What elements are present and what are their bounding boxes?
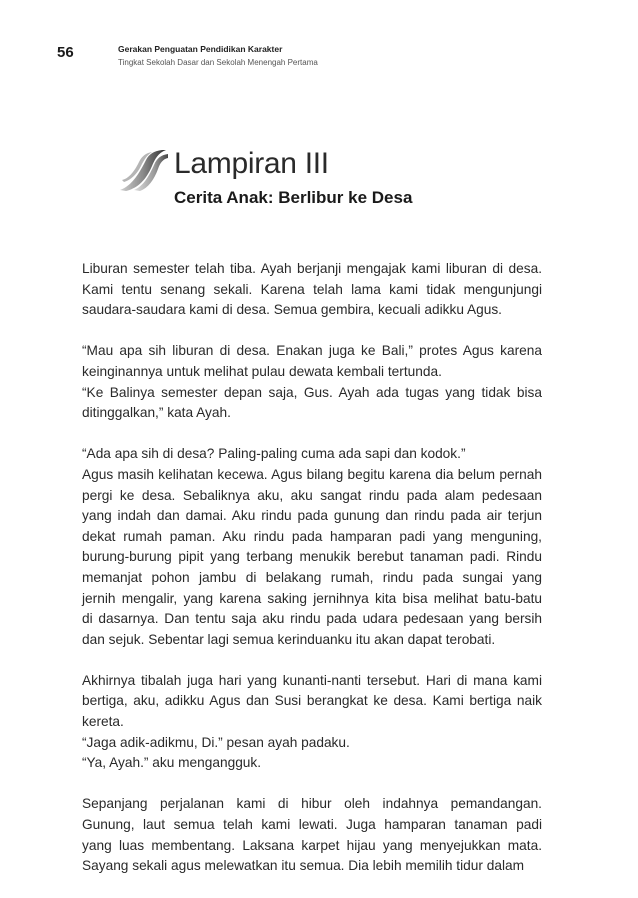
page-number: 56 — [57, 44, 74, 61]
section-title: Lampiran III — [174, 147, 329, 180]
text-line: kereta. — [82, 714, 124, 730]
running-header-subtitle: Tingkat Sekolah Dasar dan Sekolah Menengah Pertama — [118, 57, 318, 67]
running-header — [118, 45, 318, 67]
text-line: yang luas membentang. Laksana karpet hijau yang menyejukkan mata. — [82, 837, 542, 853]
section-subtitle: Cerita Anak: Berlibur ke Desa — [174, 188, 413, 207]
text-line: yang indah dan damai. Aku rindu pada gunung dan rindu pada air terjun — [82, 508, 542, 524]
paragraph — [82, 794, 542, 876]
text-line: dekat rumah paman. Aku rindu pada hamparan padi yang menguning, — [82, 528, 542, 544]
text-line: memanjat pohon jambu di belakang rumah, rindu pada sungai yang — [82, 569, 542, 585]
text-line: Agus masih kelihatan kecewa. Agus bilang begitu karena dia belum pernah — [82, 466, 542, 482]
text-line: Akhirnya tibalah juga hari yang kunanti-nanti tersebut. Hari di mana kami — [82, 672, 542, 688]
section-heading — [118, 147, 578, 240]
text-line: “Ya, Ayah.” aku mengangguk. — [82, 755, 262, 771]
text-line: “Mau apa sih liburan di desa. Enakan juga ke Bali,” protes Agus karena — [82, 343, 542, 359]
text-line: Sepanjang perjalanan kami di hibur oleh indahnya pemandangan. — [82, 796, 542, 812]
text-line: pergi ke desa. Sebaliknya aku, aku sangat rindu pada alam pedesaan — [82, 487, 542, 503]
swoosh-icon — [118, 150, 168, 192]
text-line: “Jaga adik-adikmu, Di.” pesan ayah padaku. — [82, 734, 350, 750]
text-line: bertiga, aku, adikku Agus dan Susi berangkat ke desa. Kami bertiga naik — [82, 693, 542, 709]
text-line: jernih mengalir, yang karena saking jernihnya kita bisa melihat batu-batu — [82, 590, 542, 606]
paragraph — [82, 259, 542, 321]
text-line: saudara-saudara kami di desa. Semua gembira, kecuali adikku Agus. — [82, 302, 502, 318]
text-line: Gunung, laut semua telah kami lewati. Juga hamparan tanaman padi — [82, 817, 542, 833]
paragraph — [82, 671, 542, 774]
paragraph — [82, 341, 542, 423]
text-line: “Ke Balinya semester depan saja, Gus. Ayah ada tugas yang tidak bisa — [82, 384, 542, 400]
text-line: ditinggalkan,” kata Ayah. — [82, 405, 231, 421]
text-line: Kami tentu senang sekali. Karena telah lama kami tidak mengunjungi — [82, 281, 542, 297]
paragraph — [82, 444, 542, 650]
text-line: Liburan semester telah tiba. Ayah berjanji mengajak kami liburan di desa. — [82, 261, 542, 276]
text-line: “Ada apa sih di desa? Paling-paling cuma ada sapi dan kodok.” — [82, 446, 466, 462]
text-line: keinginannya untuk melihat pulau dewata kembali tertunda. — [82, 363, 442, 379]
story-body — [82, 259, 542, 897]
text-line: di dasarnya. Dan tentu saja aku rindu pada udara pedesaan yang bersih — [82, 611, 542, 627]
running-header-title: Gerakan Penguatan Pendidikan Karakter — [118, 44, 283, 54]
text-line: burung-burung pipit yang terbang menukik berebut tanaman padi. Rindu — [82, 549, 542, 565]
text-line: Sayang sekali agus melewatkan itu semua. Dia lebih memilih tidur dalam — [82, 858, 525, 874]
text-line: dan sejuk. Sebentar lagi semua kerinduanku itu akan dapat terobati. — [82, 631, 496, 647]
